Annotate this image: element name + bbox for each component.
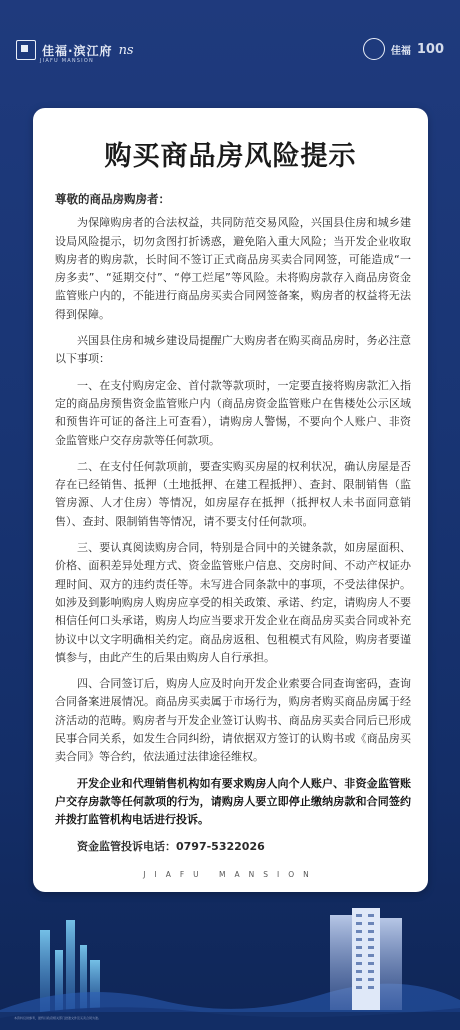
notice-card (33, 108, 428, 892)
brand-logo-left (16, 40, 134, 60)
logo-left-cn: 佳福·滨江府 (42, 43, 113, 58)
logo-left-script: ns (118, 42, 134, 58)
complaint-hotline: 资金监管投诉电话：0797-5322026 (77, 839, 265, 853)
warning-paragraph: 开发企业和代理销售机构如有要求购房人向个人账户、非资金监管账户交存房款等任何款项的行为，请购房人要立即停止缴纳房款和合同签约并拨打监管机构电话进行投诉。 (55, 776, 411, 827)
notice-content (55, 190, 411, 856)
logo-left-en: JIAFU MANSION (40, 58, 94, 64)
logo-right-num: 100 (416, 41, 444, 57)
paragraph-reminder: 兴国县住房和城乡建设局提醒广大购房者在购买商品房时，务必注意以下事项： (55, 334, 411, 366)
footnote: 本资料仅供参考，最终以政府相关部门批准文件及买卖合同为准。 (14, 1016, 102, 1020)
greeting: 尊敬的商品房购房者： (55, 192, 170, 206)
page-title: 购买商品房风险提示 (104, 141, 357, 172)
logo-right-text: 佳福 (390, 45, 411, 57)
paragraph-item-2: 二、在支付任何款项前，要查实购买房屋的权利状况，确认房屋是否存在已经销售、抵押（土地抵押、在建工程抵押）、查封、限制销售（监管房源、人才住房）等情况，如房屋存在抵押（抵押权人未书面同意销售）、查封、限制销售等情况，请不要支付任何款项。 (55, 459, 411, 528)
brand-line: JIAFU MANSION (143, 870, 318, 879)
brand-logo-right (363, 38, 444, 60)
city-skyline-illustration (0, 900, 460, 1030)
logo-right-mark-icon (363, 38, 385, 60)
top-bar (0, 0, 460, 100)
paragraph-item-3: 三、要认真阅读购房合同，特别是合同中的关键条款，如房屋面积、价格、面积差异处理方式、资金监管账户信息、交房时间、不动产权证办理时间、双方的违约责任等。未写进合同条款中的事项，不受法律保护。如涉及到影响购房人购房应享受的相关政策、承诺、约定，请购房人不要相信任何口头承诺，购房人均应当要求开发企业在商品房买卖合同或补充协议中以文字明确相关约定。商品房返租、包租模式有风险，购房者要谨慎参与，由此产生的后果由购房人自行承担。 (55, 541, 411, 664)
logo-mark-icon (16, 40, 36, 60)
apartment-building (330, 908, 402, 1010)
paragraph-intro: 为保障购房者的合法权益，共同防范交易风险，兴国县住房和城乡建设局风险提示，切勿贪图打折诱惑，避免陷入重大风险；当开发企业收取购房者的购房款，长时间不签订正式商品房买卖合同网签，可能造成“一房多卖”、“延期交付”、“停工烂尾”等风险。未将购房款存入商品房资金监管账户内的，不能进行商品房买卖合同网签备案，购房者的权益将无法得到保障。 (55, 216, 411, 321)
paragraph-item-4: 四、合同签订后，购房人应及时向开发企业索要合同查询密码，查询合同备案进展情况。商品房买卖属于市场行为，购房者购买商品房属于经济活动的范畴。购房者与开发企业签订认购书、商品房买卖合同后已形成民事合同关系，如发生合同纠纷，请依据双方签订的认购书或《商品房买卖合同》等合约，依法通过法律途径维权。 (55, 677, 411, 764)
paragraph-item-1: 一、在支付购房定金、首付款等款项时，一定要直接将购房款汇入指定的商品房预售资金监管账户内（商品房资金监管账户在售楼处公示区域和预售许可证的备注上可查看），请购房人警惕，不要向个人账户、非资金监管账户交存房款等任何款项。 (55, 378, 411, 447)
